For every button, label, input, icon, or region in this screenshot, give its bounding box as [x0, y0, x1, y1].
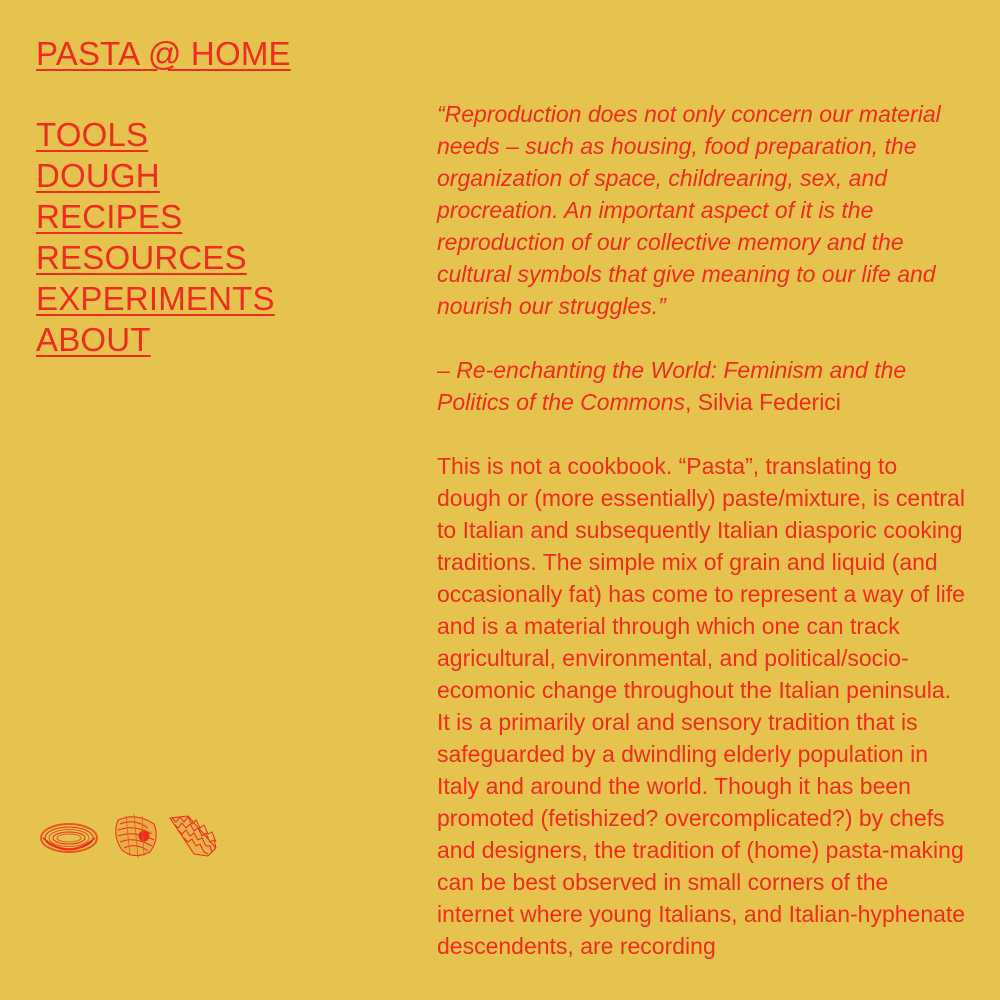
nav-link-tools[interactable]: TOOLS [36, 116, 149, 153]
federici-quote: “Reproduction does not only concern our material needs – such as housing, food preparation, the organization of space, childrearing, sex, and procreation. An important aspect of it is the reproduction of our collective memory and the cultural symbols that give meaning to our life and nourish our struggles.” [437, 101, 941, 319]
ring-pasta-icon [41, 824, 97, 852]
ribbon-pasta-icon [170, 816, 216, 856]
attribution-author: , Silvia Federici [684, 389, 841, 415]
nav-item-dough[interactable] [36, 155, 275, 196]
nav-item-about[interactable] [36, 319, 275, 360]
nav-link-resources[interactable]: RESOURCES [36, 239, 247, 276]
intro-paragraph: This is not a cookbook. “Pasta”, translating to dough or (more essentially) paste/mixture, is central to Italian and subsequently Italian diasporic cooking traditions. The simple mix of grain and liquid (and occasionally fat) has come to represent a way of life and is a material through which one can track agricultural, environmental, and political/socio-ecomonic change throughout the Italian peninsula. It is a primarily oral and sensory tradition that is safeguarded by a dwindling elderly population in Italy and around the world. Though it has been promoted (fetishized? overcomplicated?) by chefs and designers, the tradition of (home) pasta-making can be best observed in small corners of the internet where young Italians, and Italian-hyphenate descendents, are recording [437, 453, 966, 959]
site-title[interactable] [36, 34, 291, 74]
main-nav [36, 114, 275, 360]
attribution-dash: – [437, 357, 457, 383]
attribution-book-title: Re-enchanting the World: Feminism and the Politics of the Commons [437, 357, 907, 415]
nav-item-recipes[interactable] [36, 196, 275, 237]
nav-item-resources[interactable] [36, 237, 275, 278]
nav-link-recipes[interactable]: RECIPES [36, 198, 183, 235]
nav-link-experiments[interactable]: EXPERIMENTS [36, 280, 275, 317]
nav-link-dough[interactable]: DOUGH [36, 157, 160, 194]
site-title-link[interactable]: PASTA @ HOME [36, 35, 291, 72]
main-content [437, 98, 967, 994]
nav-item-tools[interactable] [36, 114, 275, 155]
shell-pasta-icon [116, 814, 157, 858]
nav-link-about[interactable]: ABOUT [36, 321, 151, 358]
quote-attribution [437, 354, 967, 418]
nav-item-experiments[interactable] [36, 278, 275, 319]
pasta-icons [38, 808, 228, 864]
